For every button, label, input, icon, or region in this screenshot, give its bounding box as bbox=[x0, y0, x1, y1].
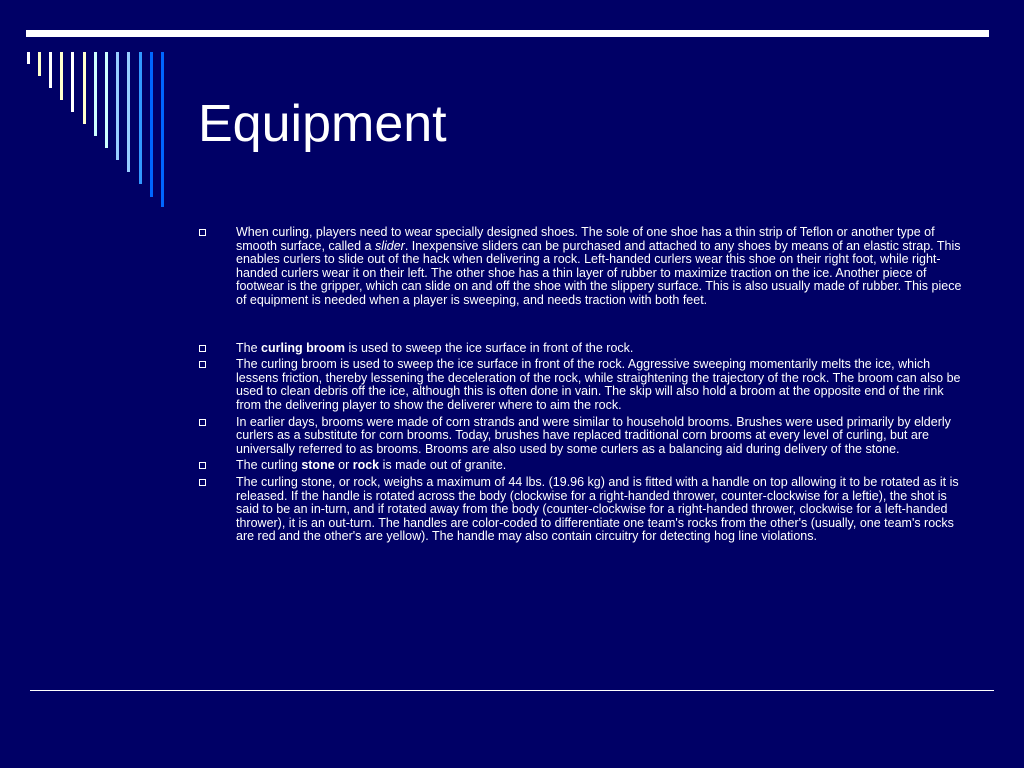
bullet-text: The curling stone, or rock, weighs a maximum of 44 lbs. (19.96 kg) and is fitted with a handle on top allowing it to be rotated as it is released. If the handle is rotated across the body (clockwise for a right-handed thrower, counter-clockwise for a leftie), the shot is said to be an in-turn, and if rotated away from the body (counter-clockwise for a right-handed thrower, clockwise for a left-handed thrower), it is an out-turn. The handles are color-coded to differentiate one team's rocks from the other's (usually, one team's rocks are red and the other's are yellow). The handle may also contain circuitry for detecting hog line violations. bbox=[236, 474, 959, 544]
bullet-text: In earlier days, brooms were made of corn strands and were similar to household brooms. Brushes were used primarily by elderly curlers as a substitute for corn brooms. Today, brushes have replaced traditional corn brooms at every level of curling, but are universally referred to as brooms. Brooms are also used by some curlers as a balancing aid during delivery of the stone. bbox=[236, 414, 951, 456]
square-bullet-icon bbox=[199, 479, 206, 486]
decorative-stripe bbox=[38, 52, 41, 76]
bullet-item bbox=[198, 476, 966, 544]
bullet-item bbox=[198, 459, 966, 473]
decorative-stripe bbox=[27, 52, 30, 64]
decorative-stripe bbox=[161, 52, 164, 207]
decorative-stripe bbox=[60, 52, 63, 100]
bullet-text: When curling, players need to wear specially designed shoes. The sole of one shoe has a thin strip of Teflon or another type of smooth surface, called a bbox=[236, 225, 935, 253]
decorative-stripe bbox=[127, 52, 130, 172]
decorative-stripe bbox=[49, 52, 52, 88]
emphasis-text: curling broom bbox=[261, 340, 346, 355]
decorative-stripe bbox=[71, 52, 74, 112]
top-rule bbox=[26, 30, 989, 37]
emphasis-text: stone bbox=[301, 458, 335, 473]
bullet-item bbox=[198, 416, 966, 457]
bullet-text: The curling bbox=[236, 458, 302, 473]
decorative-stripe bbox=[105, 52, 108, 148]
bullet-text: . Inexpensive sliders can be purchased and attached to any shoes by means of an elastic strap. This enables curlers to slide out of the hack when delivering a rock. Left-handed curlers wear this shoe on their right foot, while right-handed curlers wear it on their left. The other shoe has a thin layer of rubber to maximize traction on the ice. Another piece of footwear is the gripper, which can slide on and off the shoe with the slippery surface. This is also usually made of rubber. This piece of equipment is needed when a player is sweeping, and needs traction with both feet. bbox=[236, 238, 962, 307]
bullet-item bbox=[198, 358, 966, 412]
bullet-text: is made out of granite. bbox=[379, 458, 507, 473]
bullet-text: or bbox=[334, 458, 353, 473]
emphasis-text: slider bbox=[374, 238, 405, 253]
bullet-item bbox=[198, 342, 966, 356]
square-bullet-icon bbox=[199, 345, 206, 352]
square-bullet-icon bbox=[199, 419, 206, 426]
decorative-stripe bbox=[83, 52, 86, 124]
bullet-item bbox=[198, 226, 966, 308]
decorative-stripe bbox=[94, 52, 97, 136]
slide-body bbox=[198, 226, 966, 547]
emphasis-text: rock bbox=[352, 458, 380, 473]
bottom-rule bbox=[30, 690, 994, 691]
bullet-text: is used to sweep the ice surface in front of the rock. bbox=[345, 340, 634, 355]
decorative-stripe bbox=[139, 52, 142, 184]
bullet-text: The curling broom is used to sweep the ice surface in front of the rock. Aggressive sweeping momentarily melts the ice, which lessens friction, thereby lessening the deceleration of the rock, while straightening the trajectory of the rock. The broom can also be used to clean debris off the ice, although this is often done in vain. The skip will also hold a broom at the opposite end of the rink from the delivering player to show the deliverer where to aim the rock. bbox=[236, 357, 961, 412]
slide-title: Equipment bbox=[198, 95, 447, 153]
bullet-text: The bbox=[236, 340, 262, 355]
decorative-stripe bbox=[116, 52, 119, 160]
square-bullet-icon bbox=[199, 361, 206, 368]
square-bullet-icon bbox=[199, 229, 206, 236]
square-bullet-icon bbox=[199, 462, 206, 469]
decorative-stripe bbox=[150, 52, 153, 197]
